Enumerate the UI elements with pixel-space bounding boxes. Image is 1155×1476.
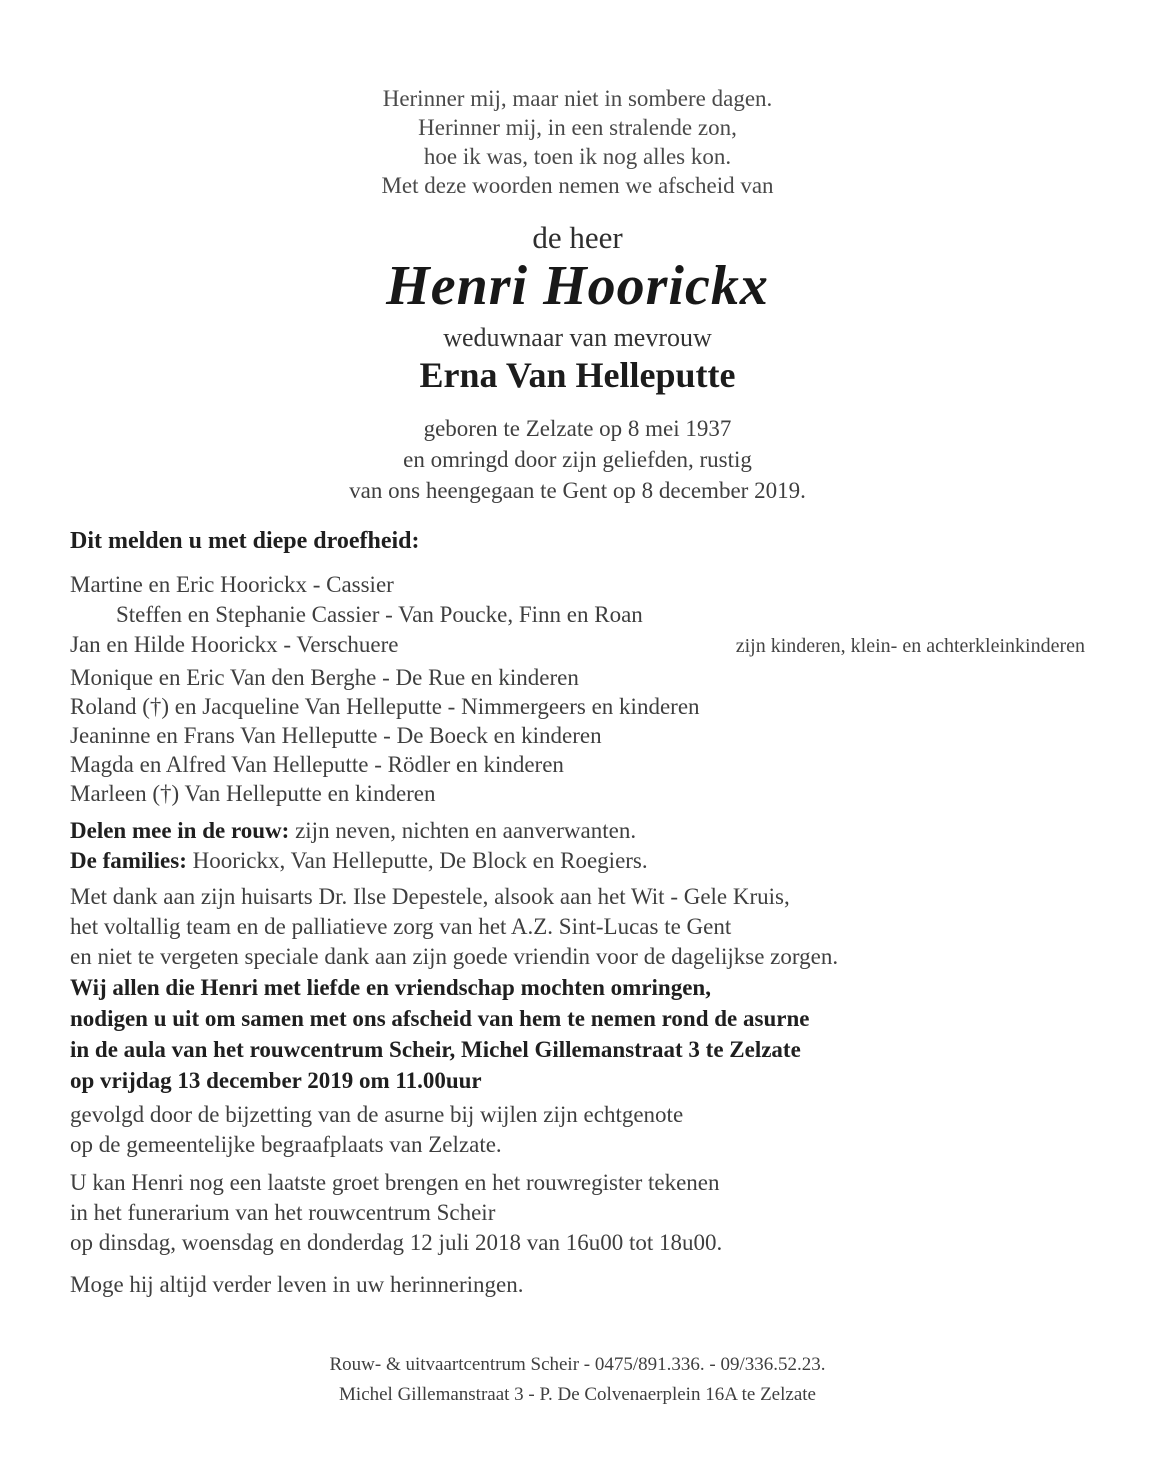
families-line <box>70 846 1085 876</box>
poem-line: hoe ik was, toen ik nog alles kon. <box>423 144 732 169</box>
family-member-line: Jeaninne en Frans Van Helleputte - De Boeck en kinderen <box>70 723 602 748</box>
mourning-label: Delen mee in de rouw: <box>70 818 290 843</box>
mourning-section <box>70 816 1085 876</box>
thanks-line: en niet te vergeten speciale dank aan zijn goede vriendin voor de dagelijkse zorgen. <box>70 944 839 969</box>
relationship-note: zijn kinderen, klein- en achterkleinkinderen <box>735 635 1085 657</box>
family-member-line: Magda en Alfred Van Helleputte - Rödler en kinderen <box>70 752 564 777</box>
poem-line: Herinner mij, in een stralende zon, <box>418 115 737 140</box>
families-text: Hoorickx, Van Helleputte, De Block en Roegiers. <box>192 848 648 873</box>
thanks-line: het voltallig team en de palliatieve zorg van het A.Z. Sint-Lucas te Gent <box>70 914 732 939</box>
poem-line: Herinner mij, maar niet in sombere dagen. <box>382 86 773 111</box>
visitation-info <box>70 1168 1085 1258</box>
invitation-line: nodigen u uit om samen met ons afscheid van hem te nemen rond de asurne <box>70 1006 810 1031</box>
family-member-line: Martine en Eric Hoorickx - Cassier <box>70 572 394 597</box>
funeral-home-footer <box>70 1350 1085 1410</box>
footer-line: Rouw- & uitvaartcentrum Scheir - 0475/891.336. - 09/336.52.23. <box>329 1354 826 1375</box>
salutation: de heer <box>532 220 623 255</box>
footer-line: Michel Gillemanstraat 3 - P. De Colvenaerplein 16A te Zelzate <box>339 1384 816 1405</box>
life-line: geboren te Zelzate op 8 mei 1937 <box>423 416 732 441</box>
family-member-line: Monique en Eric Van den Berghe - De Rue en kinderen <box>70 665 579 690</box>
family-children-list <box>70 570 1085 660</box>
invitation-line: in de aula van het rouwcentrum Scheir, Michel Gillemanstraat 3 te Zelzate <box>70 1037 801 1062</box>
mourning-text: zijn neven, nichten en aanverwanten. <box>295 818 637 843</box>
visitation-line: U kan Henri nog een laatste groet brengen en het rouwregister tekenen <box>70 1170 720 1195</box>
families-label: De families: <box>70 848 187 873</box>
announcement-heading: Dit melden u met diepe droefheid: <box>70 528 420 554</box>
life-line: en omringd door zijn geliefden, rustig <box>403 447 752 472</box>
acknowledgements <box>70 882 1085 972</box>
mourning-line <box>70 816 1085 846</box>
interment-line: op de gemeentelijke begraafplaats van Zelzate. <box>70 1132 502 1157</box>
family-member-row <box>70 630 1085 660</box>
deceased-name: Henri Hoorickx <box>386 255 769 317</box>
thanks-line: Met dank aan zijn huisarts Dr. Ilse Depestele, alsook aan het Wit - Gele Kruis, <box>70 884 790 909</box>
life-dates <box>70 413 1085 506</box>
memorial-poem <box>70 84 1085 200</box>
closing-sentence <box>70 1270 1085 1300</box>
invitation-line: op vrijdag 13 december 2019 om 11.00uur <box>70 1068 482 1093</box>
relation-line: weduwnaar van mevrouw <box>443 323 712 352</box>
closing-line: Moge hij altijd verder leven in uw herinneringen. <box>70 1272 524 1297</box>
family-member-line: Marleen (†) Van Helleputte en kinderen <box>70 781 436 806</box>
interment-line: gevolgd door de bijzetting van de asurne bij wijlen zijn echtgenote <box>70 1102 684 1127</box>
invitation-line: Wij allen die Henri met liefde en vriendschap mochten omringen, <box>70 975 711 1000</box>
visitation-line: op dinsdag, woensdag en donderdag 12 juli 2018 van 16u00 tot 18u00. <box>70 1230 723 1255</box>
ceremony-invitation <box>70 972 1085 1096</box>
spouse-name: Erna Van Helleputte <box>419 355 736 395</box>
family-member-line: Jan en Hilde Hoorickx - Verschuere <box>70 632 399 657</box>
life-line: van ons heengegaan te Gent op 8 december 2019. <box>349 478 806 503</box>
poem-line: Met deze woorden nemen we afscheid van <box>381 173 774 198</box>
visitation-line: in het funerarium van het rouwcentrum Scheir <box>70 1200 496 1225</box>
interment-info <box>70 1100 1085 1160</box>
family-relatives-list <box>70 663 1085 808</box>
family-member-line: Steffen en Stephanie Cassier - Van Poucke, Finn en Roan <box>116 602 643 627</box>
family-member-line: Roland (†) en Jacqueline Van Helleputte - Nimmergeers en kinderen <box>70 694 700 719</box>
